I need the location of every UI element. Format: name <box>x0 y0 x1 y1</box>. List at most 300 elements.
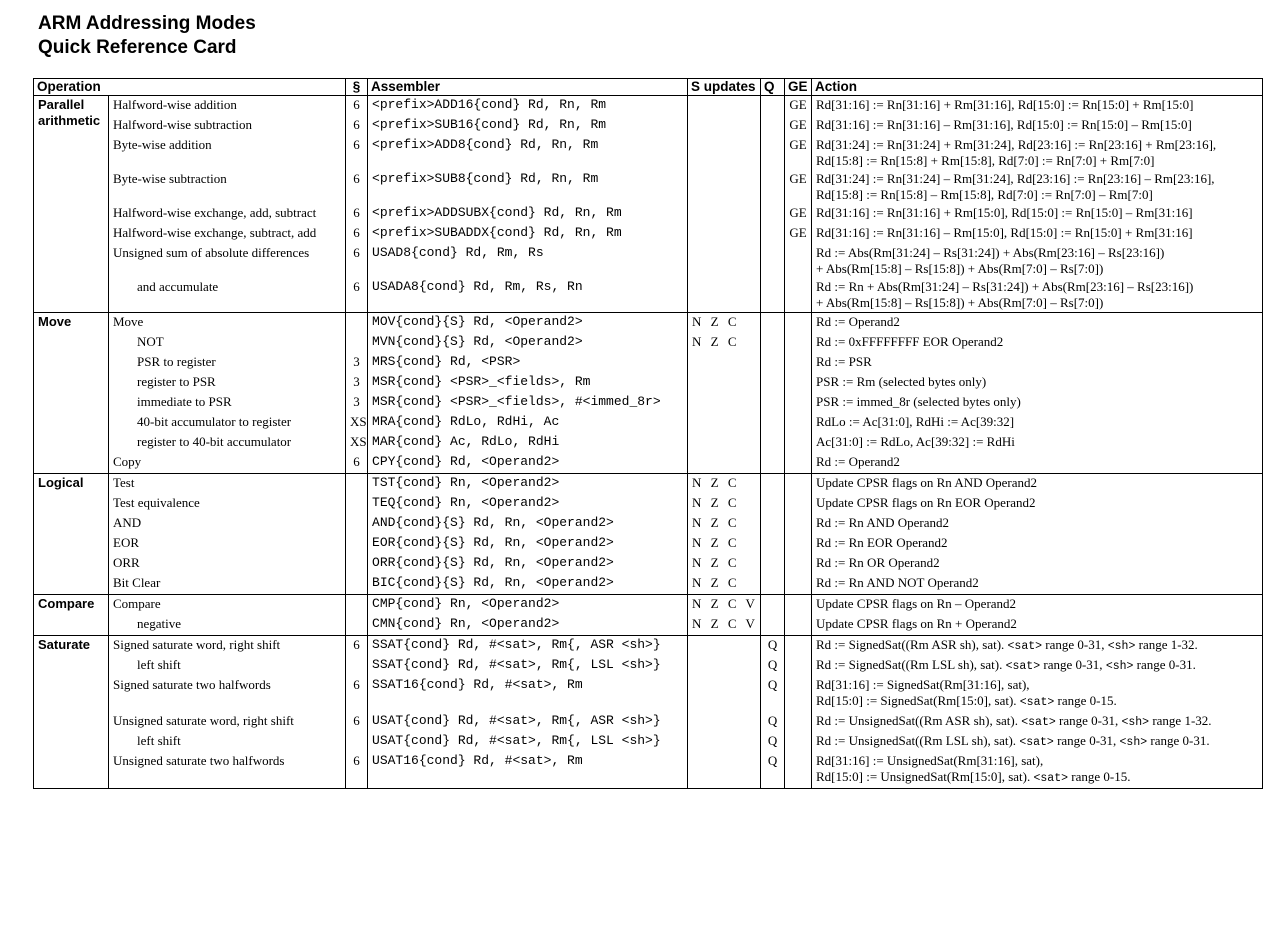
section-ref <box>346 595 368 616</box>
table-row <box>34 615 1263 636</box>
s-updates-flags: N Z C <box>688 494 761 514</box>
operation-label: 40-bit accumulator to register <box>109 413 346 433</box>
action-description <box>812 574 1263 595</box>
section-ref <box>346 514 368 534</box>
sat-operand: <sat> <box>1007 640 1043 653</box>
group-label: Move <box>34 313 109 474</box>
action-line: Rd := Operand2 <box>816 454 900 469</box>
section-ref: 6 <box>346 676 368 712</box>
assembler-syntax: MVN{cond}{S} Rd, <Operand2> <box>368 333 688 353</box>
ge-flag <box>785 534 812 554</box>
action-description <box>812 170 1263 204</box>
assembler-syntax: SSAT{cond} Rd, #<sat>, Rm{, LSL <sh>} <box>368 656 688 676</box>
table-row <box>34 534 1263 554</box>
section-ref <box>346 656 368 676</box>
s-updates-flags <box>688 278 761 313</box>
action-line: Ac[31:0] := RdLo, Ac[39:32] := RdHi <box>816 434 1015 449</box>
operation-label: Byte-wise subtraction <box>109 170 346 204</box>
section-ref <box>346 333 368 353</box>
ge-flag: GE <box>785 96 812 117</box>
assembler-syntax: CMP{cond} Rn, <Operand2> <box>368 595 688 616</box>
ge-flag <box>785 656 812 676</box>
operation-label: PSR to register <box>109 353 346 373</box>
ge-flag <box>785 453 812 474</box>
operation-label: Unsigned saturate word, right shift <box>109 712 346 732</box>
table-row <box>34 453 1263 474</box>
s-updates-flags <box>688 96 761 117</box>
section-ref: 6 <box>346 244 368 278</box>
action-description <box>812 278 1263 313</box>
assembler-syntax: <prefix>ADDSUBX{cond} Rd, Rn, Rm <box>368 204 688 224</box>
assembler-syntax: BIC{cond}{S} Rd, Rn, <Operand2> <box>368 574 688 595</box>
ge-flag <box>785 333 812 353</box>
action-description <box>812 116 1263 136</box>
table-row <box>34 244 1263 278</box>
assembler-syntax: SSAT{cond} Rd, #<sat>, Rm{, ASR <sh>} <box>368 636 688 657</box>
section-ref <box>346 534 368 554</box>
section-ref: 6 <box>346 278 368 313</box>
section-ref: XS <box>346 433 368 453</box>
section-ref <box>346 494 368 514</box>
ge-flag <box>785 494 812 514</box>
action-description <box>812 656 1263 676</box>
assembler-syntax: <prefix>SUB8{cond} Rd, Rn, Rm <box>368 170 688 204</box>
action-line: Rd[15:8] := Rn[15:8] – Rm[15:8], Rd[7:0] := Rn[7:0] – Rm[7:0] <box>816 187 1153 202</box>
operation-label: AND <box>109 514 346 534</box>
table-row <box>34 333 1263 353</box>
q-flag <box>761 433 785 453</box>
section-ref: XS <box>346 413 368 433</box>
ge-flag <box>785 373 812 393</box>
action-description <box>812 313 1263 334</box>
operation-label: Unsigned sum of absolute differences <box>109 244 346 278</box>
action-description <box>812 373 1263 393</box>
ge-flag <box>785 393 812 413</box>
table-row <box>34 494 1263 514</box>
s-updates-flags: N Z C <box>688 514 761 534</box>
ge-flag <box>785 244 812 278</box>
action-description <box>812 353 1263 373</box>
ge-flag <box>785 353 812 373</box>
sh-operand: <sh> <box>1107 640 1136 653</box>
action-line: PSR := Rm (selected bytes only) <box>816 374 987 389</box>
q-flag <box>761 224 785 244</box>
section-compare <box>34 595 1263 636</box>
assembler-syntax: USAD8{cond} Rd, Rm, Rs <box>368 244 688 278</box>
action-column-header: Action <box>812 79 1263 96</box>
s-updates-flags: N Z C <box>688 474 761 495</box>
group-label: Saturate <box>34 636 109 789</box>
q-flag <box>761 136 785 170</box>
action-line: Rd := PSR <box>816 354 872 369</box>
ge-flag: GE <box>785 224 812 244</box>
ge-flag <box>785 514 812 534</box>
table-row <box>34 224 1263 244</box>
section-saturate <box>34 636 1263 789</box>
action-line: Update CPSR flags on Rn EOR Operand2 <box>816 495 1036 510</box>
assembler-syntax: MAR{cond} Ac, RdLo, RdHi <box>368 433 688 453</box>
table-row <box>34 676 1263 712</box>
action-description <box>812 333 1263 353</box>
operation-label: left shift <box>109 656 346 676</box>
section-ref: 6 <box>346 636 368 657</box>
sat-operand: <sat> <box>1019 696 1055 709</box>
ge-flag <box>785 615 812 636</box>
section-column-header: § <box>346 79 368 96</box>
sat-operand: <sat> <box>1033 772 1069 785</box>
table-row <box>34 393 1263 413</box>
operation-label: Signed saturate word, right shift <box>109 636 346 657</box>
q-flag <box>761 116 785 136</box>
action-line: Update CPSR flags on Rn + Operand2 <box>816 616 1017 631</box>
s-updates-flags <box>688 204 761 224</box>
q-flag <box>761 170 785 204</box>
q-flag <box>761 615 785 636</box>
ge-flag <box>785 595 812 616</box>
section-ref: 6 <box>346 136 368 170</box>
section-ref <box>346 474 368 495</box>
section-ref: 6 <box>346 224 368 244</box>
s-updates-flags <box>688 453 761 474</box>
table-row <box>34 278 1263 313</box>
action-description <box>812 393 1263 413</box>
ge-flag <box>785 636 812 657</box>
action-line: Rd := UnsignedSat((Rm LSL sh), sat). <sat> range 0-31, <sh> range 0-31. <box>816 733 1210 749</box>
operation-label: Halfword-wise addition <box>109 96 346 117</box>
q-flag <box>761 353 785 373</box>
action-description <box>812 204 1263 224</box>
operation-label: register to PSR <box>109 373 346 393</box>
operation-label: Test equivalence <box>109 494 346 514</box>
action-line: Rd := SignedSat((Rm LSL sh), sat). <sat> range 0-31, <sh> range 0-31. <box>816 657 1196 673</box>
ge-flag: GE <box>785 116 812 136</box>
s-updates-flags <box>688 712 761 732</box>
operation-label: Halfword-wise exchange, add, subtract <box>109 204 346 224</box>
q-flag <box>761 574 785 595</box>
s-updates-flags <box>688 656 761 676</box>
section-logical <box>34 474 1263 595</box>
s-updates-flags: N Z C V <box>688 615 761 636</box>
action-line: Rd := Rn AND NOT Operand2 <box>816 575 979 590</box>
action-line: + Abs(Rm[15:8] – Rs[15:8]) + Abs(Rm[7:0] – Rs[7:0]) <box>816 261 1104 276</box>
operation-label: Compare <box>109 595 346 616</box>
q-flag <box>761 204 785 224</box>
action-line: Rd[15:0] := UnsignedSat(Rm[15:0], sat). <sat> range 0-15. <box>816 769 1131 785</box>
group-label: Parallel arithmetic <box>34 96 109 313</box>
section-ref: 6 <box>346 170 368 204</box>
action-line: Rd := Abs(Rm[31:24] – Rs[31:24]) + Abs(Rm[23:16] – Rs[23:16]) <box>816 245 1165 260</box>
section-ref <box>346 574 368 595</box>
action-line: Rd[31:24] := Rn[31:24] + Rm[31:24], Rd[23:16] := Rn[23:16] + Rm[23:16], <box>816 137 1217 152</box>
q-flag <box>761 514 785 534</box>
q-flag: Q <box>761 732 785 752</box>
action-description <box>812 534 1263 554</box>
q-flag <box>761 393 785 413</box>
action-line: Rd := 0xFFFFFFFF EOR Operand2 <box>816 334 1004 349</box>
action-description <box>812 752 1263 789</box>
action-line: Rd := Operand2 <box>816 314 900 329</box>
page-title <box>38 12 256 60</box>
section-ref <box>346 313 368 334</box>
q-flag <box>761 554 785 574</box>
assembler-syntax: CMN{cond} Rn, <Operand2> <box>368 615 688 636</box>
table-row <box>34 413 1263 433</box>
assembler-syntax: SSAT16{cond} Rd, #<sat>, Rm <box>368 676 688 712</box>
action-line: Rd[31:24] := Rn[31:24] – Rm[31:24], Rd[23:16] := Rn[23:16] – Rm[23:16], <box>816 171 1215 186</box>
table-row <box>34 712 1263 732</box>
action-description <box>812 474 1263 495</box>
action-description <box>812 433 1263 453</box>
header-row <box>34 79 1263 96</box>
q-column-header: Q <box>761 79 785 96</box>
table-row <box>34 574 1263 595</box>
action-description <box>812 595 1263 616</box>
assembler-syntax: MRS{cond} Rd, <PSR> <box>368 353 688 373</box>
ge-flag <box>785 278 812 313</box>
s-updates-flags <box>688 373 761 393</box>
s-updates-flags <box>688 116 761 136</box>
section-ref: 6 <box>346 204 368 224</box>
q-flag: Q <box>761 656 785 676</box>
q-flag <box>761 96 785 117</box>
section-ref: 6 <box>346 712 368 732</box>
action-line: Rd[31:16] := Rn[31:16] – Rm[31:16], Rd[15:0] := Rn[15:0] – Rm[15:0] <box>816 117 1192 132</box>
section-ref: 3 <box>346 393 368 413</box>
action-description <box>812 554 1263 574</box>
ge-flag <box>785 554 812 574</box>
operation-label: immediate to PSR <box>109 393 346 413</box>
operation-label: and accumulate <box>109 278 346 313</box>
operation-label: left shift <box>109 732 346 752</box>
s-updates-flags <box>688 732 761 752</box>
action-description <box>812 615 1263 636</box>
assembler-syntax: MSR{cond} <PSR>_<fields>, Rm <box>368 373 688 393</box>
q-flag: Q <box>761 752 785 789</box>
table-row <box>34 373 1263 393</box>
operation-label: Unsigned saturate two halfwords <box>109 752 346 789</box>
s-updates-flags: N Z C <box>688 574 761 595</box>
table-row <box>34 170 1263 204</box>
s-updates-flags <box>688 393 761 413</box>
q-flag: Q <box>761 636 785 657</box>
q-flag <box>761 474 785 495</box>
operation-label: Halfword-wise subtraction <box>109 116 346 136</box>
assembler-syntax: MRA{cond} RdLo, RdHi, Ac <box>368 413 688 433</box>
s-updates-column-header: S updates <box>688 79 761 96</box>
operation-column-header: Operation <box>34 79 346 96</box>
section-ref <box>346 554 368 574</box>
action-description <box>812 676 1263 712</box>
q-flag <box>761 534 785 554</box>
ge-flag <box>785 574 812 595</box>
sat-operand: <sat> <box>1021 716 1056 729</box>
section-ref <box>346 732 368 752</box>
group-label: Logical <box>34 474 109 595</box>
action-line: Rd[31:16] := Rn[31:16] + Rm[31:16], Rd[15:0] := Rn[15:0] + Rm[15:0] <box>816 97 1194 112</box>
section-ref <box>346 615 368 636</box>
table-row <box>34 636 1263 657</box>
table-row <box>34 554 1263 574</box>
action-line: Update CPSR flags on Rn AND Operand2 <box>816 475 1038 490</box>
q-flag <box>761 333 785 353</box>
assembler-syntax: USAT16{cond} Rd, #<sat>, Rm <box>368 752 688 789</box>
operation-label: negative <box>109 615 346 636</box>
action-line: Rd := Rn OR Operand2 <box>816 555 940 570</box>
s-updates-flags <box>688 353 761 373</box>
section-ref: 6 <box>346 752 368 789</box>
s-updates-flags: N Z C <box>688 333 761 353</box>
action-description <box>812 136 1263 170</box>
section-ref: 6 <box>346 116 368 136</box>
table-row <box>34 353 1263 373</box>
action-line: Rd[31:16] := Rn[31:16] – Rm[15:0], Rd[15:0] := Rn[15:0] + Rm[31:16] <box>816 225 1193 240</box>
operation-label: Signed saturate two halfwords <box>109 676 346 712</box>
action-line: Rd[31:16] := UnsignedSat(Rm[31:16], sat), <box>816 753 1044 768</box>
page-title-line2: Quick Reference Card <box>38 37 237 58</box>
q-flag: Q <box>761 676 785 712</box>
action-line: Rd := SignedSat((Rm ASR sh), sat). <sat> range 0-31, <sh> range 1-32. <box>816 637 1198 653</box>
ge-column-header: GE <box>785 79 812 96</box>
action-description <box>812 413 1263 433</box>
section-ref: 3 <box>346 373 368 393</box>
assembler-syntax: TST{cond} Rn, <Operand2> <box>368 474 688 495</box>
action-line: PSR := immed_8r (selected bytes only) <box>816 394 1021 409</box>
table-row <box>34 656 1263 676</box>
sh-operand: <sh> <box>1121 716 1150 729</box>
operation-label: ORR <box>109 554 346 574</box>
ge-flag: GE <box>785 170 812 204</box>
ge-flag: GE <box>785 136 812 170</box>
action-line: Rd := Rn + Abs(Rm[31:24] – Rs[31:24]) + Abs(Rm[23:16] – Rs[23:16]) <box>816 279 1194 294</box>
table-row <box>34 595 1263 616</box>
s-updates-flags <box>688 244 761 278</box>
action-description <box>812 244 1263 278</box>
action-line: Rd := Rn EOR Operand2 <box>816 535 948 550</box>
table-row <box>34 752 1263 789</box>
sat-operand: <sat> <box>1005 660 1041 673</box>
q-flag <box>761 595 785 616</box>
assembler-column-header: Assembler <box>368 79 688 96</box>
table-row <box>34 136 1263 170</box>
action-description <box>812 712 1263 732</box>
operation-label: register to 40-bit accumulator <box>109 433 346 453</box>
assembler-syntax: USAT{cond} Rd, #<sat>, Rm{, ASR <sh>} <box>368 712 688 732</box>
assembler-syntax: CPY{cond} Rd, <Operand2> <box>368 453 688 474</box>
operation-label: Byte-wise addition <box>109 136 346 170</box>
s-updates-flags <box>688 170 761 204</box>
section-ref: 3 <box>346 353 368 373</box>
assembler-syntax: TEQ{cond} Rn, <Operand2> <box>368 494 688 514</box>
assembler-syntax: ORR{cond}{S} Rd, Rn, <Operand2> <box>368 554 688 574</box>
q-flag <box>761 313 785 334</box>
q-flag <box>761 453 785 474</box>
ge-flag <box>785 712 812 732</box>
table-row <box>34 313 1263 334</box>
reference-table <box>33 78 1263 789</box>
assembler-syntax: EOR{cond}{S} Rd, Rn, <Operand2> <box>368 534 688 554</box>
operation-label: Test <box>109 474 346 495</box>
ge-flag <box>785 433 812 453</box>
assembler-syntax: USADA8{cond} Rd, Rm, Rs, Rn <box>368 278 688 313</box>
section-parallel-arithmetic <box>34 96 1263 313</box>
s-updates-flags <box>688 433 761 453</box>
s-updates-flags: N Z C <box>688 554 761 574</box>
operation-label: NOT <box>109 333 346 353</box>
s-updates-flags <box>688 136 761 170</box>
table-row <box>34 116 1263 136</box>
q-flag <box>761 278 785 313</box>
assembler-syntax: MSR{cond} <PSR>_<fields>, #<immed_8r> <box>368 393 688 413</box>
assembler-syntax: <prefix>ADD16{cond} Rd, Rn, Rm <box>368 96 688 117</box>
s-updates-flags <box>688 636 761 657</box>
ge-flag <box>785 313 812 334</box>
action-description <box>812 494 1263 514</box>
table-row <box>34 433 1263 453</box>
assembler-syntax: <prefix>SUBADDX{cond} Rd, Rn, Rm <box>368 224 688 244</box>
assembler-syntax: MOV{cond}{S} Rd, <Operand2> <box>368 313 688 334</box>
q-flag <box>761 413 785 433</box>
table-row <box>34 732 1263 752</box>
assembler-syntax: USAT{cond} Rd, #<sat>, Rm{, LSL <sh>} <box>368 732 688 752</box>
action-line: Rd[31:16] := Rn[31:16] + Rm[15:0], Rd[15:0] := Rn[15:0] – Rm[31:16] <box>816 205 1193 220</box>
ge-flag <box>785 676 812 712</box>
action-description <box>812 514 1263 534</box>
operation-label: Halfword-wise exchange, subtract, add <box>109 224 346 244</box>
action-line: Rd[15:8] := Rn[15:8] + Rm[15:8], Rd[7:0] := Rn[7:0] + Rm[7:0] <box>816 153 1155 168</box>
action-line: Rd[31:16] := SignedSat(Rm[31:16], sat), <box>816 677 1030 692</box>
assembler-syntax: <prefix>SUB16{cond} Rd, Rn, Rm <box>368 116 688 136</box>
ge-flag <box>785 752 812 789</box>
s-updates-flags: N Z C <box>688 313 761 334</box>
operation-label: Bit Clear <box>109 574 346 595</box>
q-flag <box>761 373 785 393</box>
operation-label: Move <box>109 313 346 334</box>
s-updates-flags: N Z C V <box>688 595 761 616</box>
action-description <box>812 453 1263 474</box>
ge-flag <box>785 474 812 495</box>
action-line: RdLo := Ac[31:0], RdHi := Ac[39:32] <box>816 414 1015 429</box>
table-row <box>34 204 1263 224</box>
action-line: Rd[15:0] := SignedSat(Rm[15:0], sat). <sat> range 0-15. <box>816 693 1117 709</box>
action-description <box>812 224 1263 244</box>
table-row <box>34 514 1263 534</box>
action-line: Update CPSR flags on Rn – Operand2 <box>816 596 1017 611</box>
section-move <box>34 313 1263 474</box>
action-description <box>812 636 1263 657</box>
s-updates-flags <box>688 676 761 712</box>
action-description <box>812 96 1263 117</box>
table-row <box>34 96 1263 117</box>
s-updates-flags: N Z C <box>688 534 761 554</box>
group-label: Compare <box>34 595 109 636</box>
operation-label: EOR <box>109 534 346 554</box>
operation-label: Copy <box>109 453 346 474</box>
action-description <box>812 732 1263 752</box>
assembler-syntax: <prefix>ADD8{cond} Rd, Rn, Rm <box>368 136 688 170</box>
ge-flag <box>785 413 812 433</box>
q-flag <box>761 494 785 514</box>
ge-flag <box>785 732 812 752</box>
s-updates-flags <box>688 413 761 433</box>
section-ref: 6 <box>346 453 368 474</box>
s-updates-flags <box>688 752 761 789</box>
action-line: Rd := Rn AND Operand2 <box>816 515 950 530</box>
q-flag: Q <box>761 712 785 732</box>
table-row <box>34 474 1263 495</box>
page-title-line1: ARM Addressing Modes <box>38 13 256 34</box>
section-ref: 6 <box>346 96 368 117</box>
action-line: Rd := UnsignedSat((Rm ASR sh), sat). <sat> range 0-31, <sh> range 1-32. <box>816 713 1212 729</box>
